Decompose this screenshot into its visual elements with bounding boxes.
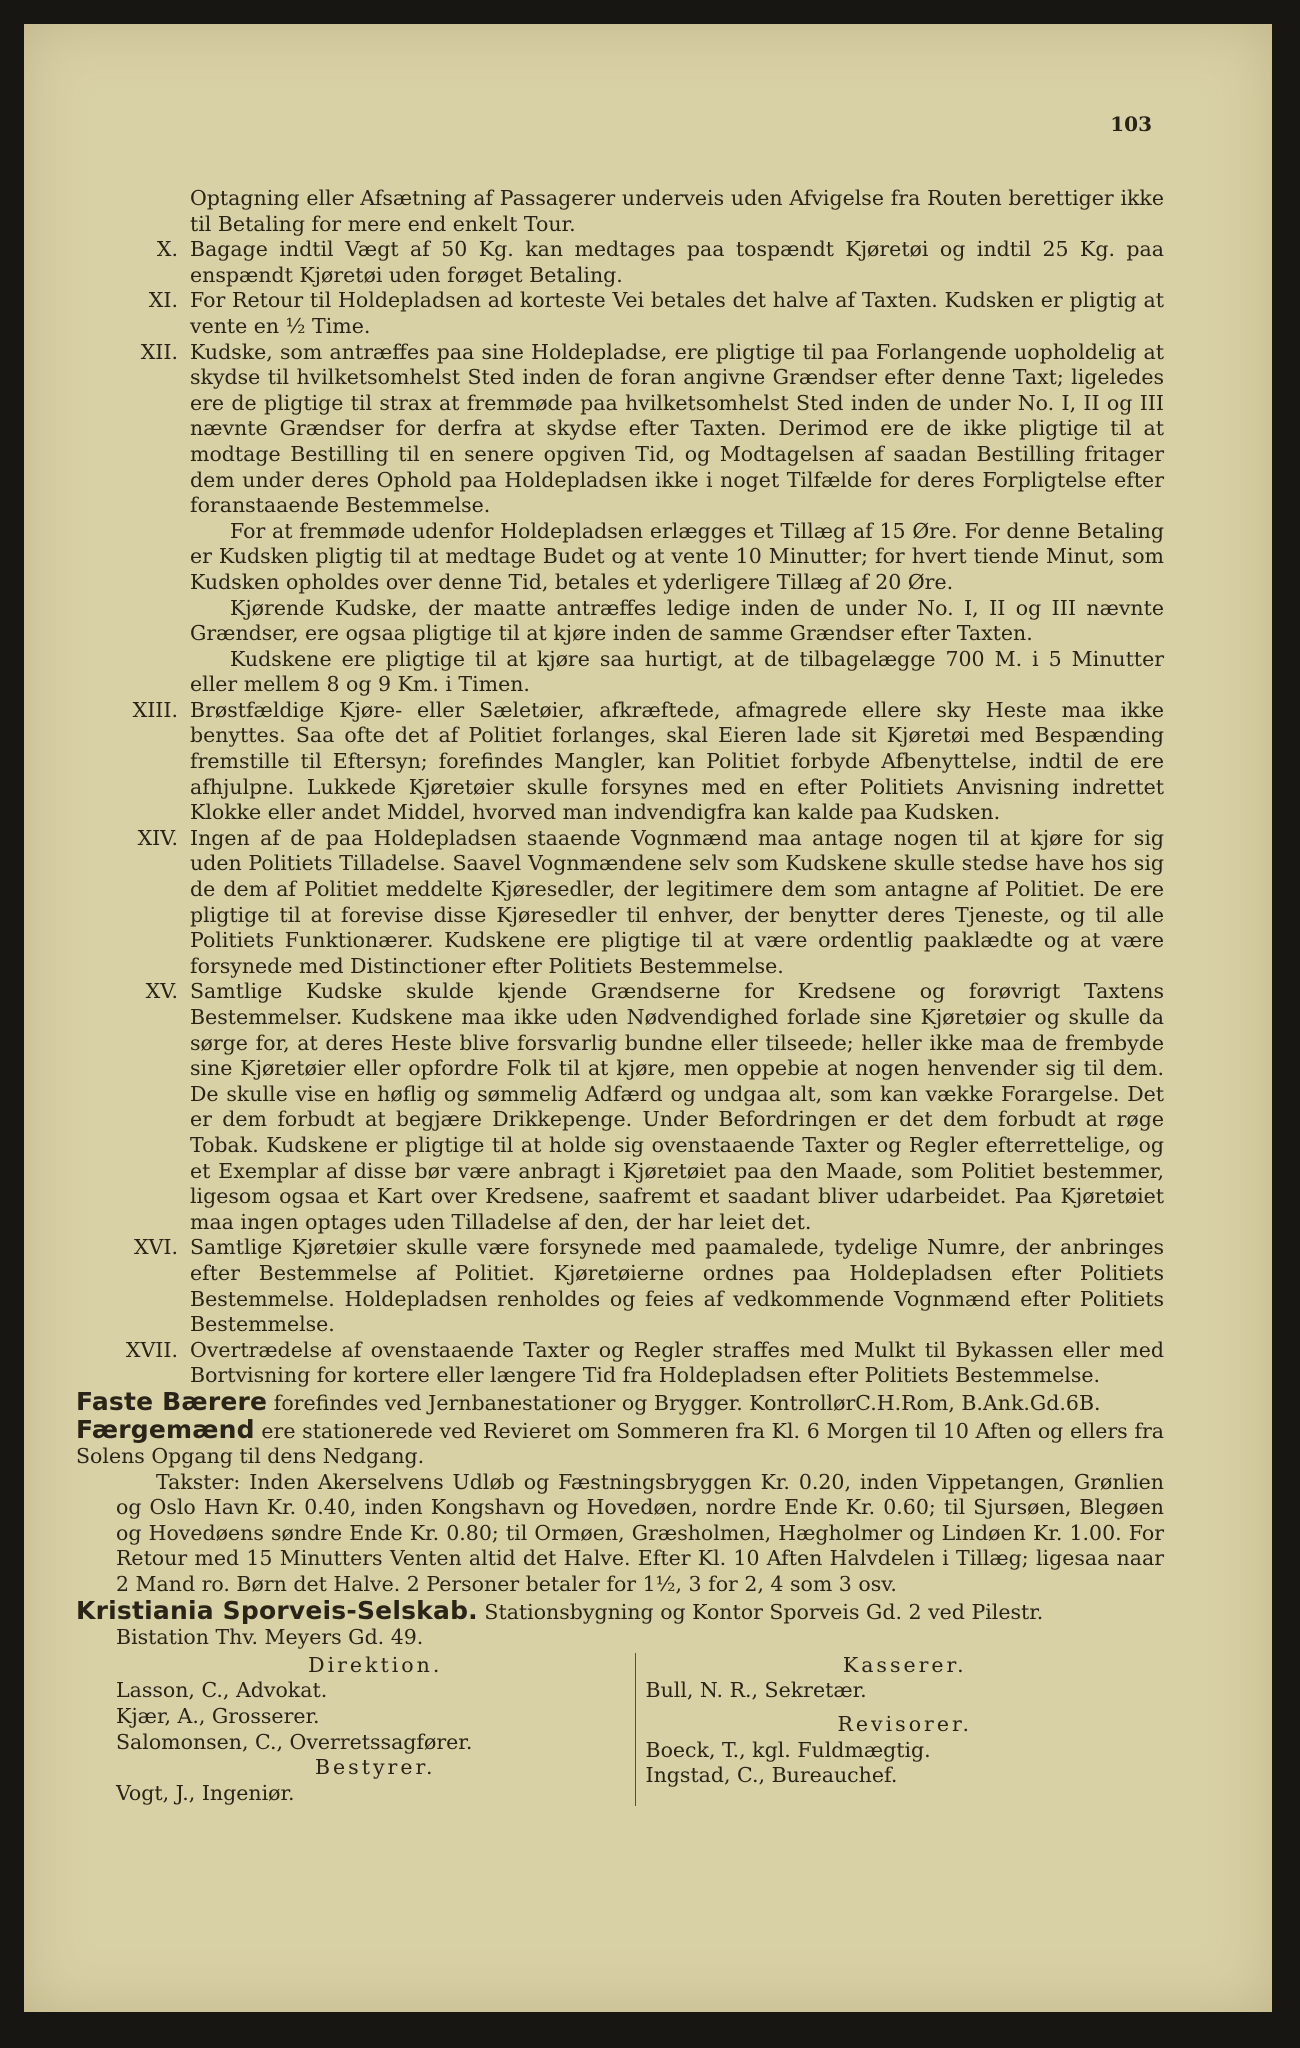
staff-right-column [635, 1653, 1165, 1807]
staff-entry: Salomonsen, C., Overretssagfører. [116, 1729, 473, 1754]
sporveis-bistation: Bistation Thv. Meyers Gd. 49. [116, 1625, 424, 1650]
rule-number: XVII. [125, 1337, 178, 1362]
rule-item [76, 288, 1164, 339]
rule-text: Ingen af de paa Holdepladsen staaende Vognmænd maa antage nogen til at kjøre for sig uden Politiets Tilladelse. Saavel Vognmændene selv som Kudskene skulle stedse have hos sig de dem af Politiet meddelte Kjøresedler, der legitimere dem som antagne af Politiet. De ere pligtige til at forevise disse Kjøresedler til enhver, der benytter deres Tjeneste, og til alle Politiets Funktionærer. Kudskene ere pligtige til at være ordentlig paaklædte og at være forsynede med Distinctioner efter Politiets Bestemmelse. [190, 825, 1164, 978]
faergemaend-heading: Færgemænd [76, 1414, 255, 1444]
faergemaend-takster: Takster: Inden Akerselvens Udløb og Fæstningsbryggen Kr. 0.20, inden Vippetangen, Grønlien og Oslo Havn Kr. 0.40, inden Kongshavn og Hovedøen, nordre Ende Kr. 0.60; til Sjursøen, Blegøen og Hovedøens søndre Ende Kr. 0.80; til Ormøen, Græsholmen, Hægholmer og Lindøen Kr. 1.00. For Retour med 15 Minutters Venten altid det Halve. Efter Kl. 10 Aften Halvdelen i Tillæg; ligesaa naar 2 Mand ro. Børn det Halve. 2 Personer betaler for 1½, 3 for 2, 4 som 3 osv. [116, 1469, 1164, 1597]
rule-number: X. [156, 237, 178, 262]
staff-left-column [116, 1653, 635, 1807]
intro-text [76, 186, 1164, 237]
rule-number: XI. [148, 288, 178, 313]
faergemaend-text: ere stationerede ved Revieret om Sommeren fra Kl. 6 Morgen til 10 Aften og ellers fra Solens Opgang til dens Nedgang. [76, 1418, 1164, 1469]
rule-text: Samtlige Kudske skulde kjende Grændserne for Kredsene og forøvrigt Taxtens Bestemmelser. Kudskene maa ikke uden Nødvendighed forlade sine Kjøretøier og skulle da sørge for, at deres Heste blive forsvarlig bundne eller tilseede; heller ikke maa de frembyde sine Kjøretøier eller opfordre Folk til at kjøre, men oppebie at nogen henvender sig til dem. De skulle vise en høflig og sømmelig Adfærd og undgaa alt, som kan vække Forargelse. Det er dem forbudt at begjære Drikkepenge. Under Befordringen er det dem forbudt at røge Tobak. Kudskene er pligtige til at holde sig ovenstaaende Taxter og Regler efterrettelige, og et Exemplar af disse bør være anbragt i Kjøretøiet paa den Maade, som Politiet bestemmer, ligesom ogsaa et Kart over Kredsene, saafremt et saadant bliver udarbeidet. Paa Kjøretøiet maa ingen optages uden Tilladelse af den, der har leiet det. [190, 979, 1164, 1234]
page-number: 103 [1110, 112, 1152, 136]
rule-text: Bagage indtil Vægt af 50 Kg. kan medtages paa tospændt Kjøretøi og indtil 25 Kg. paa enspændt Kjøretøi uden forøget Betaling. [190, 237, 1164, 287]
staff-group-title: Kasserer. [842, 1652, 967, 1677]
rule-number: XV. [145, 979, 178, 1004]
intro-line: Optagning eller Afsætning af Passagerer underveis uden Afvigelse fra Routen [190, 186, 1002, 210]
rule-paragraph: Kudskene ere pligtige til at kjøre saa hurtigt, at de tilbagelægge 700 M. i 5 Minutter eller mellem 8 og 9 Km. i Timen. [190, 646, 1164, 697]
staff-group-title: Direktion. [308, 1652, 443, 1677]
rule-number: XIII. [132, 697, 178, 722]
rule-text: Brøstfældige Kjøre- eller Sæletøier, afkræftede, afmagrede ellere sky Heste maa ikke benyttes. Saa ofte det af Politiet forlanges, skal Eieren lade sit Kjøretøi med Bespænding fremstille til Eftersyn; forefindes Mangler, kan Politiet forbyde Afbenyttelse, indtil de ere afhjulpne. Lukkede Kjøretøier skulle forsynes med en efter Politiets Anvisning indrettet Klokke eller andet Middel, hvorved man indvendigfra kan kalde paa Kudsken. [190, 697, 1164, 825]
document-page [24, 24, 1272, 2012]
rule-number: XIV. [137, 825, 178, 850]
rule-item [76, 340, 1164, 519]
staff-entry: Bull, N. R., Sekretær. [645, 1678, 867, 1703]
rule-item [76, 237, 1164, 288]
staff-group-title: Bestyrer. [314, 1755, 436, 1780]
staff-entry: Boeck, T., kgl. Fuldmægtig. [645, 1737, 931, 1762]
sporveis-section [76, 1595, 1164, 1626]
staff-entry: Lasson, C., Advokat. [116, 1678, 328, 1703]
staff-group-title: Revisorer. [837, 1712, 973, 1737]
rule-item [76, 826, 1164, 980]
sporveis-text: Stationsbygning og Kontor Sporveis Gd. 2 ved Pilestr. [484, 1599, 1044, 1624]
faste-baerere-text: forefindes ved Jernbanestationer og Brygger. KontrollørC.H.Rom, B.Ank.Gd.6B. [273, 1390, 1101, 1415]
rule-item [76, 698, 1164, 826]
sporveis-staff [116, 1653, 1164, 1807]
column-spacer [646, 1704, 1165, 1712]
sporveis-heading: Kristiania Sporveis-Selskab. [76, 1595, 478, 1625]
intro-line: berettiger ikke til Betaling for mere end enkelt Tour. [190, 186, 1164, 236]
faste-baerere-heading: Faste Bærere [76, 1386, 268, 1416]
rule-item [76, 979, 1164, 1235]
staff-entry: Ingstad, C., Bureauchef. [645, 1763, 898, 1788]
rule-paragraph: For at fremmøde udenfor Holdepladsen erlægges et Tillæg af 15 Øre. For denne Betaling er Kudsken pligtig til at medtage Budet og at vente 10 Minutter; for hvert tiende Minut, som Kudsken opholdes over denne Tid, betales et yderligere Tillæg af 20 Øre. [190, 518, 1164, 594]
rule-item [76, 1235, 1164, 1337]
rule-item [76, 1338, 1164, 1389]
rule-paragraph: Kjørende Kudske, der maatte antræffes ledige inden de under No. I, II og III nævnte Grændser, ere ogsaa pligtige til at kjøre inden de samme Grændser efter Taxten. [190, 595, 1164, 646]
rule-text: For Retour til Holdepladsen ad korteste Vei betales det halve af Taxten. Kudsken er pligtig at vente en ½ Time. [190, 288, 1164, 338]
rule-number: XVI. [133, 1235, 178, 1260]
staff-entry: Kjær, A., Grosserer. [116, 1704, 320, 1729]
faergemaend-section [76, 1414, 1164, 1470]
faste-baerere-section [76, 1386, 1164, 1417]
rule-text: Kudske, som antræffes paa sine Holdepladse, ere pligtige til paa Forlangende uopholdelig at skydse til hvilketsomhelst Sted inden de foran angivne Grændser efter denne Taxt; ligeledes ere de pligtige til strax at fremmøde paa hvilketsomhelst Sted inden de under No. I, II og III nævnte Grændser for derfra at skydse efter Taxten. Derimod ere de ikke pligtige til at modtage Bestilling til en senere opgiven Tid, og Modtagelsen af saadan Bestilling fritager dem under deres Ophold paa Holdepladsen ikke i noget Tilfælde for deres Forpligtelse efter foranstaaende Bestemmelse. [190, 339, 1164, 518]
page-body [76, 186, 1164, 1806]
rule-number: XII. [140, 339, 178, 364]
rule-text: Overtrædelse af ovenstaaende Taxter og Regler straffes med Mulkt til Bykassen eller med Bortvisning for kortere eller længere Tid fra Holdepladsen efter Politiets Bestemmelse. [190, 1337, 1164, 1388]
staff-entry: Vogt, J., Ingeniør. [116, 1780, 295, 1805]
rule-text: Samtlige Kjøretøier skulle være forsynede med paamalede, tydelige Numre, der anbringes efter Bestemmelse af Politiet. Kjøretøierne ordnes paa Holdepladsen efter Politiets Bestemmelse. Holdepladsen renholdes og feies af vedkommende Vognmænd efter Politiets Bestemmelse. [190, 1235, 1164, 1337]
